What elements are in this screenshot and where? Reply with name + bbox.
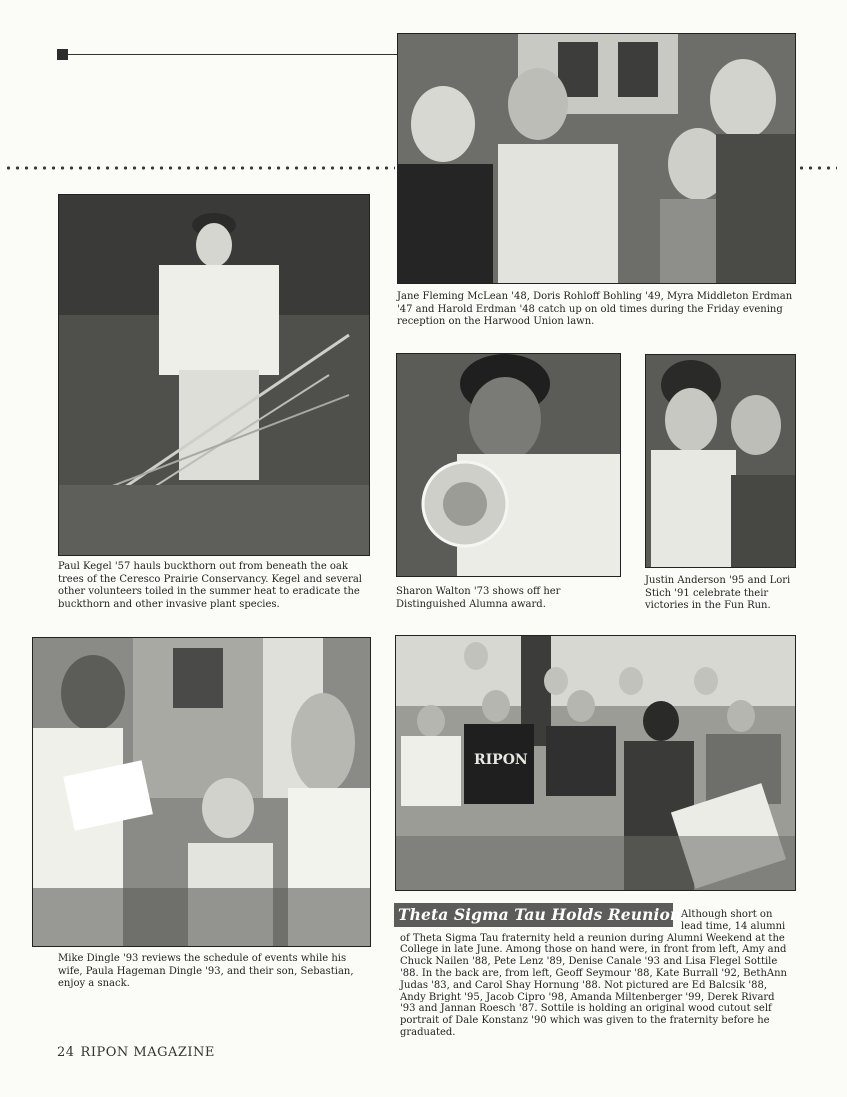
article-headline: Theta Sigma Tau Holds Reunion <box>398 905 682 924</box>
photo-fun-run <box>645 354 796 568</box>
caption-fun-run: Justin Anderson '95 and Lori Stich '91 celebrate their victories in the Fun Run. <box>645 575 791 611</box>
photo-dingle-family <box>32 637 371 947</box>
shirt-text: RIPON <box>474 752 528 768</box>
photo-buckthorn-removal <box>58 194 370 556</box>
caption-distinguished-alumna: Sharon Walton '73 shows off her Distinguished Alumna award. <box>396 586 561 610</box>
article-text: Although short on lead time, 14 alumni of Theta Sigma Tau fraternity held a reunion during Alumni Weekend at the College in late June. Among those on hand were, in front from left, Amy and Chuck Nailen '88, Pete Lenz '89, Denise Canale '93 and Lisa Flegel Sottile '88. In the back are, from left, Geoff Seymour '88, Kate Burrall '92, BethAnn Judas '83, and Carol Shay Hornung '88. Not pictured are Ed Balcsik '88, Andy Bright '95, Jacob Cipro '98, Amanda Miltenberger '99, Derek Rivard '93 and Jannan Roesch '87. Sottile is holding an original wood cutout self portrait of Dale Konstanz '90 which was given to the fraternity before he graduated. <box>400 909 787 1038</box>
photo-theta-sigma-tau-group <box>395 635 796 891</box>
rule-marker <box>57 49 68 60</box>
headline-spacer <box>400 909 681 930</box>
photo-alumni-reception <box>397 33 796 284</box>
photo-distinguished-alumna <box>396 353 621 577</box>
page-folio <box>57 1045 215 1060</box>
dotted-divider-left <box>4 166 395 170</box>
article-body <box>400 909 792 1039</box>
caption-alumni-reception: Jane Fleming McLean '48, Doris Rohloff Bohling '49, Myra Middleton Erdman '47 and Harold Erdman '48 catch up on old times during the Friday evening reception on the Harwood Union lawn. <box>397 291 793 327</box>
caption-buckthorn-removal: Paul Kegel '57 hauls buckthorn out from beneath the oak trees of the Ceresco Prairie Conservancy. Kegel and several other volunteers toiled in the summer heat to eradicate the buckthorn and other invasive plant species. <box>58 561 362 610</box>
page-number: 24 <box>57 1045 75 1060</box>
caption-dingle-family: Mike Dingle '93 reviews the schedule of events while his wife, Paula Hageman Dingle '93, and their son, Sebastian, enjoy a snack. <box>58 953 354 989</box>
dotted-divider-right <box>797 166 837 170</box>
publication-name: RIPON MAGAZINE <box>80 1045 215 1060</box>
horizontal-rule <box>68 54 398 55</box>
